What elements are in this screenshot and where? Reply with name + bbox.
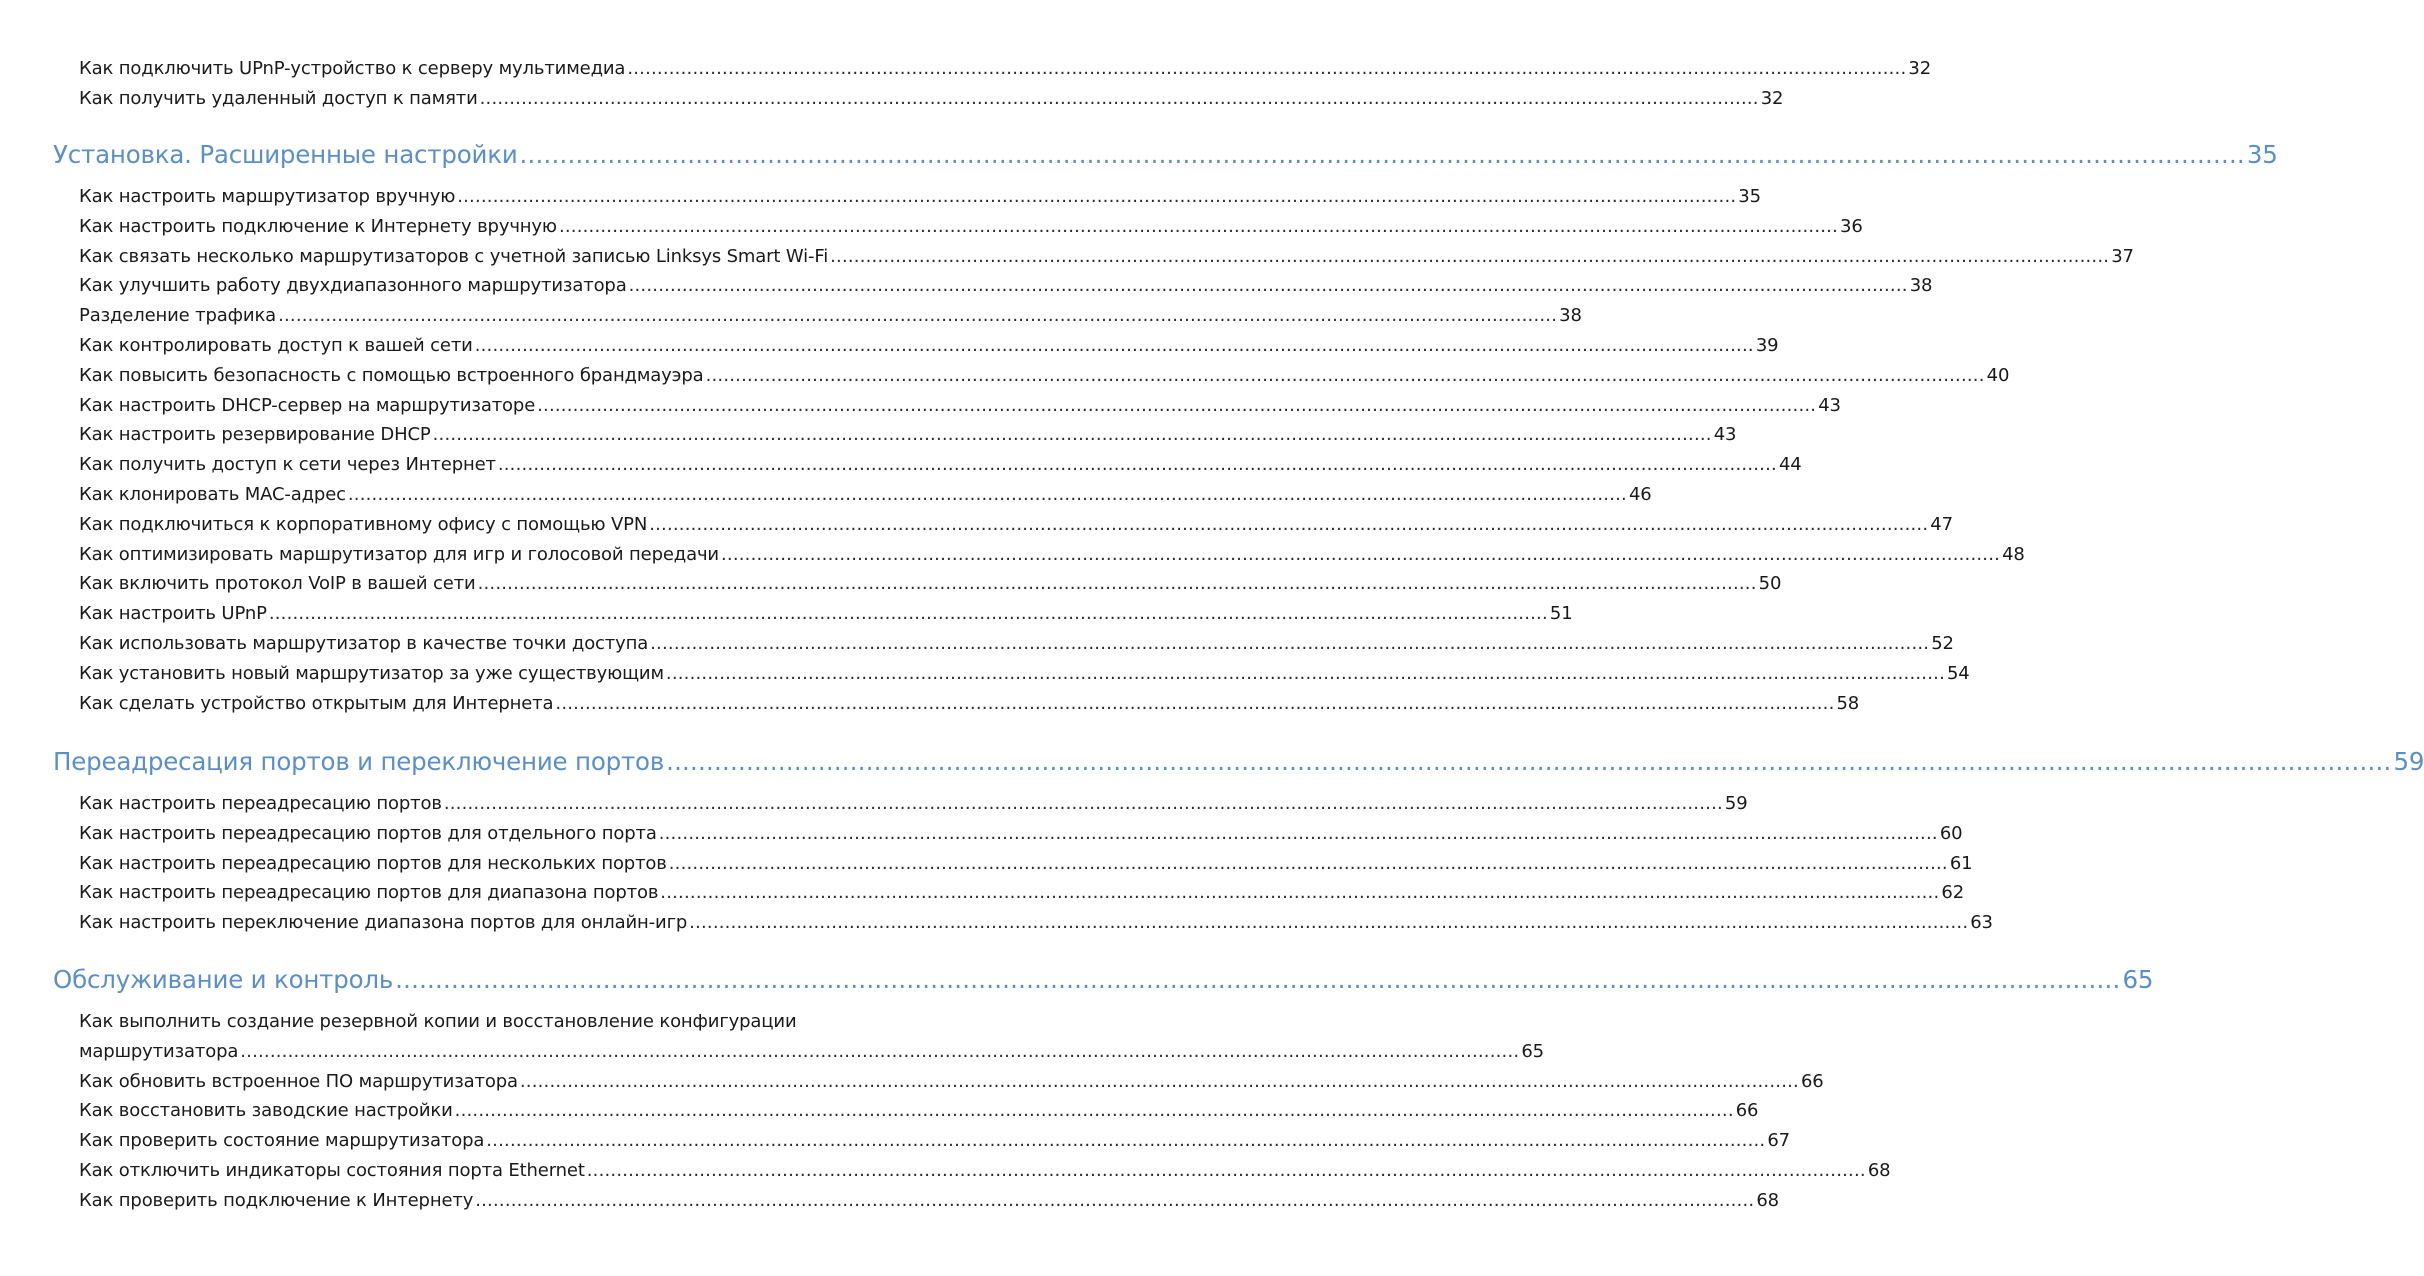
dot-leader: [433, 424, 1712, 445]
toc-entry-page-number: 44: [1778, 454, 1802, 476]
toc-entry-page-number: 38: [1909, 275, 1933, 297]
dot-leader: [627, 58, 1906, 79]
toc-entry-page-number: 61: [1949, 852, 1973, 874]
toc-entry-title: Как оптимизировать маршрутизатор для игр и голосовой передачи: [79, 543, 719, 565]
toc-entry[interactable]: [0, 305, 1582, 335]
dot-leader: [689, 912, 1968, 933]
dot-leader: [486, 1130, 1765, 1151]
toc-entry-page-number: 40: [1986, 364, 2010, 386]
toc-entry[interactable]: [0, 543, 2025, 574]
toc-entry[interactable]: [0, 603, 1573, 633]
toc-entry-title: Как проверить состояние маршрутизатора: [79, 1130, 485, 1152]
toc-entry[interactable]: [0, 633, 1954, 663]
toc-entry-page-number: 37: [2111, 245, 2134, 267]
dot-leader: [649, 514, 1928, 535]
toc-entry-page-number: 68: [1867, 1160, 1891, 1181]
toc-entry-title: Как обновить встроенное ПО маршрутизатора: [79, 1070, 518, 1092]
toc-entry-title: Как настроить переадресацию портов для нескольких портов: [79, 852, 667, 874]
toc-entry-page-number: 68: [1756, 1189, 1779, 1211]
toc-entry[interactable]: [0, 364, 2010, 395]
toc-entry-page-number: 66: [1735, 1100, 1759, 1122]
toc-entry-page-number: 52: [1931, 633, 1954, 654]
toc-entry[interactable]: [0, 793, 1748, 823]
toc-entry[interactable]: [0, 58, 1932, 88]
toc-entry-title: Как клонировать MAC-адрес: [79, 484, 346, 505]
toc-section-heading[interactable]: [0, 140, 2278, 188]
toc-entry[interactable]: [0, 912, 1993, 942]
dot-leader: [669, 853, 1948, 874]
toc-entry[interactable]: [0, 513, 1953, 544]
toc-entry-title: Как выполнить создание резервной копии и восстановление конфигурации: [79, 1011, 797, 1032]
toc-entry[interactable]: [0, 882, 1964, 912]
toc-section-page-number: 35: [2246, 140, 2278, 169]
toc-entry-title: Как настроить резервирование DHCP: [79, 424, 431, 446]
toc-entry-page-number: 39: [1755, 335, 1779, 356]
toc-entry[interactable]: [0, 275, 1933, 305]
dot-leader: [240, 1041, 1519, 1062]
toc-section-page-number: 59: [2393, 747, 2424, 776]
dot-leader: [559, 216, 1838, 237]
toc-entry[interactable]: [0, 424, 1737, 454]
dot-leader: [706, 365, 1985, 386]
dot-leader: [457, 186, 1736, 207]
toc-entry-page-number: 32: [1908, 58, 1932, 79]
toc-entry-title: Как настроить UPnP: [79, 603, 267, 625]
toc-entry-page-number: 62: [1941, 882, 1964, 904]
toc-entry-wrapped-line[interactable]: [0, 1011, 950, 1041]
toc-entry-title: Как отключить индикаторы состояния порта Ethernet: [79, 1160, 585, 1181]
toc-entry-title: маршрутизатора: [79, 1040, 239, 1062]
toc-entry-title: Как получить доступ к сети через Интернет: [79, 454, 496, 476]
toc-entry-page-number: 38: [1559, 305, 1582, 327]
toc-section-title: Обслуживание и контроль: [53, 965, 394, 994]
toc-entry[interactable]: [0, 1189, 1779, 1220]
toc-entry-title: Как настроить маршрутизатор вручную: [79, 186, 456, 207]
toc-entry-page-number: 54: [1947, 662, 1970, 684]
dot-leader: [587, 1160, 1866, 1181]
toc-entry-page-number: 60: [1939, 822, 1963, 844]
toc-entry-page-number: 67: [1767, 1130, 1790, 1152]
toc-entry-page-number: 35: [1738, 186, 1761, 207]
dot-leader: [278, 305, 1557, 326]
toc-entry[interactable]: [0, 87, 1784, 118]
toc-entry-title: Как настроить подключение к Интернету вручную: [79, 215, 557, 237]
toc-entry[interactable]: [0, 573, 1782, 603]
toc-section-heading[interactable]: [0, 747, 2424, 795]
toc-entry-page-number: 46: [1628, 484, 1652, 505]
dot-leader: [480, 88, 1759, 109]
dot-leader: [475, 1190, 1754, 1211]
toc-entry-title: Как сделать устройство открытым для Интернета: [79, 692, 554, 714]
toc-entry-title: Как улучшить работу двухдиапазонного маршрутизатора: [79, 275, 627, 297]
toc-entry-page-number: 43: [1818, 394, 1841, 416]
toc-entry-page-number: 43: [1713, 424, 1737, 446]
dot-leader: [660, 882, 1939, 903]
toc-entry[interactable]: [0, 394, 1841, 425]
toc-entry-title: Как повысить безопасность с помощью встроенного брандмауэра: [79, 364, 704, 386]
toc-entry[interactable]: [0, 454, 1802, 484]
dot-leader: [478, 573, 1757, 594]
dot-leader: [555, 693, 1834, 714]
toc-entry-title: Как проверить подключение к Интернету: [79, 1189, 474, 1211]
toc-entry-title: Как контролировать доступ к вашей сети: [79, 335, 473, 356]
toc-section-page-number: 65: [2122, 965, 2154, 994]
toc-entry-title: Как подключиться к корпоративному офису с помощью VPN: [79, 513, 648, 535]
toc-entry-title: Как настроить переадресацию портов для диапазона портов: [79, 882, 659, 904]
dot-leader: [348, 484, 1627, 505]
toc-entry[interactable]: [0, 335, 1779, 365]
toc-entry-page-number: 48: [2002, 543, 2025, 565]
toc-entry-page-number: 32: [1760, 87, 1784, 109]
toc-entry[interactable]: [0, 484, 1652, 514]
dot-leader: [666, 747, 2391, 776]
toc-entry[interactable]: [0, 1100, 1759, 1130]
toc-section-title: Установка. Расширенные настройки: [53, 140, 518, 169]
toc-entry-page-number: 58: [1836, 692, 1860, 714]
toc-entry-page-number: 47: [1930, 513, 1953, 535]
dot-leader: [537, 395, 1816, 416]
dot-leader: [395, 965, 2120, 994]
toc-entry-title: Как использовать маршрутизатор в качестве точки доступа: [79, 633, 649, 654]
dot-leader: [498, 454, 1777, 475]
toc-section-title: Переадресация портов и переключение портов: [53, 747, 665, 776]
dot-leader: [444, 793, 1723, 814]
toc-entry-title: Как связать несколько маршрутизаторов с учетной записью Linksys Smart Wi-Fi: [79, 245, 829, 267]
toc-entry-title: Как включить протокол VoIP в вашей сети: [79, 573, 476, 595]
toc-entry[interactable]: [0, 692, 1860, 723]
dot-leader: [830, 246, 2109, 267]
toc-entry-title: Как настроить переадресацию портов: [79, 793, 442, 814]
toc-entry-page-number: 50: [1758, 573, 1782, 595]
dot-leader: [475, 335, 1754, 356]
toc-entry-title: Как получить удаленный доступ к памяти: [79, 87, 478, 109]
toc-entry-title: Как подключить UPnP-устройство к серверу мультимедиа: [79, 58, 626, 79]
toc-entry[interactable]: [0, 215, 1863, 246]
toc-entry[interactable]: [0, 662, 1970, 693]
toc-entry-title: Как настроить переключение диапазона портов для онлайн-игр: [79, 912, 688, 934]
dot-leader: [666, 663, 1945, 684]
toc-entry[interactable]: [0, 852, 1973, 883]
toc-entry-title: Разделение трафика: [79, 305, 277, 327]
dot-leader: [659, 823, 1938, 844]
toc-entry[interactable]: [0, 245, 2134, 276]
dot-leader: [455, 1100, 1734, 1121]
toc-entry-page-number: 51: [1549, 603, 1573, 625]
toc-entry-title: Как восстановить заводские настройки: [79, 1100, 453, 1122]
toc-entry-title: Как настроить DHCP-сервер на маршрутизаторе: [79, 394, 536, 416]
toc-entry-title: Как настроить переадресацию портов для отдельного порта: [79, 822, 657, 844]
toc-entry[interactable]: [0, 186, 1761, 216]
dot-leader: [650, 633, 1929, 654]
toc-entry-page-number: 65: [1521, 1040, 1544, 1062]
dot-leader: [269, 603, 1548, 624]
toc-entry[interactable]: [0, 1070, 1824, 1101]
dot-leader: [629, 275, 1908, 296]
toc-entry[interactable]: [0, 822, 1963, 853]
toc-entry-page-number: 63: [1970, 912, 1993, 934]
toc-section-heading[interactable]: [0, 965, 2154, 1013]
toc-entry[interactable]: [0, 1040, 1544, 1071]
dot-leader: [721, 544, 2000, 565]
dot-leader: [520, 1071, 1799, 1092]
dot-leader: [520, 140, 2245, 169]
toc-entry-page-number: 66: [1800, 1070, 1824, 1092]
toc-entry-title: Как установить новый маршрутизатор за уже существующим: [79, 662, 664, 684]
toc-entry-page-number: 59: [1724, 793, 1748, 814]
toc-entry[interactable]: [0, 1130, 1790, 1160]
toc-entry-page-number: 36: [1840, 215, 1863, 237]
toc-entry[interactable]: [0, 1160, 1891, 1190]
